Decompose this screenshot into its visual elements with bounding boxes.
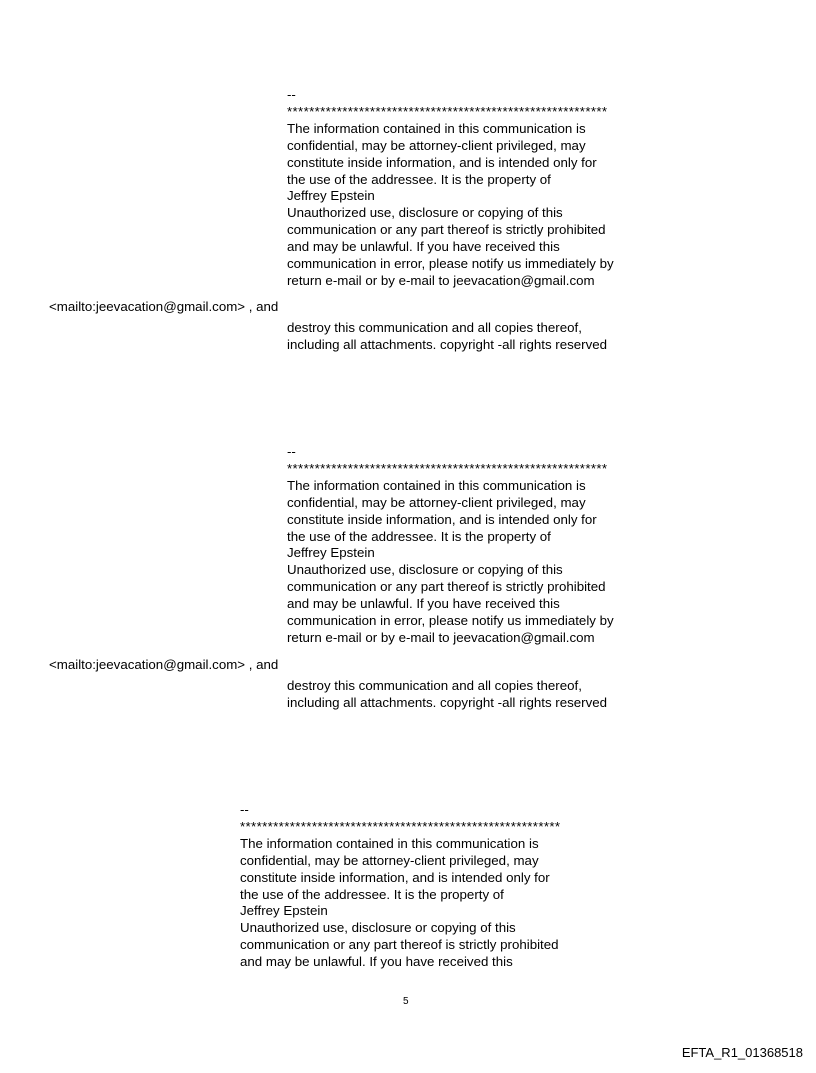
separator: -- bbox=[240, 802, 249, 817]
closing-line: including all attachments. copyright -all rights reserved bbox=[287, 694, 608, 710]
mailto-line: <mailto:jeevacation@gmail.com> , and bbox=[49, 657, 279, 672]
disclaimer-line: constitute inside information, and is intended only for bbox=[287, 154, 597, 170]
disclaimer-line: communication in error, please notify us immediately by bbox=[287, 256, 614, 272]
disclaimer-line: confidential, may be attorney-client privileged, may bbox=[240, 852, 539, 868]
closing-block-2 bbox=[287, 678, 607, 712]
document-id: EFTA_R1_01368518 bbox=[681, 1045, 803, 1060]
disclaimer-line: communication in error, please notify us immediately by bbox=[287, 613, 614, 629]
disclaimer-line: communication or any part thereof is strictly prohibited bbox=[240, 937, 559, 953]
asterisk-line: ********************************************************** bbox=[240, 818, 561, 834]
mailto-line: <mailto:jeevacation@gmail.com> , and bbox=[49, 299, 279, 314]
disclaimer-line: and may be unlawful. If you have received this bbox=[287, 239, 560, 255]
disclaimer-line: communication or any part thereof is strictly prohibited bbox=[287, 222, 606, 238]
page-number: 5 bbox=[403, 996, 409, 1007]
disclaimer-line: The information contained in this communication is bbox=[240, 835, 539, 851]
disclaimer-line: return e-mail or by e-mail to jeevacation@gmail.com bbox=[287, 629, 595, 645]
disclaimer-line: the use of the addressee. It is the property of bbox=[240, 886, 504, 902]
disclaimer-line: return e-mail or by e-mail to jeevacation@gmail.com bbox=[287, 272, 595, 288]
separator: -- bbox=[287, 87, 296, 102]
disclaimer-line: Jeffrey Epstein bbox=[287, 545, 375, 561]
asterisk-line: ********************************************************** bbox=[287, 103, 608, 119]
disclaimer-line: communication or any part thereof is strictly prohibited bbox=[287, 579, 606, 595]
disclaimer-line: Unauthorized use, disclosure or copying of this bbox=[240, 920, 516, 936]
closing-line: destroy this communication and all copies thereof, bbox=[287, 678, 582, 693]
disclaimer-line: Unauthorized use, disclosure or copying of this bbox=[287, 562, 563, 578]
disclaimer-block-1 bbox=[287, 87, 614, 290]
disclaimer-line: confidential, may be attorney-client privileged, may bbox=[287, 494, 586, 510]
disclaimer-block-3 bbox=[240, 802, 560, 971]
closing-line: destroy this communication and all copies thereof, bbox=[287, 320, 582, 335]
disclaimer-line: The information contained in this communication is bbox=[287, 477, 586, 493]
disclaimer-line: The information contained in this communication is bbox=[287, 120, 586, 136]
disclaimer-line: Jeffrey Epstein bbox=[240, 903, 328, 919]
disclaimer-line: constitute inside information, and is intended only for bbox=[287, 511, 597, 527]
disclaimer-line: and may be unlawful. If you have received this bbox=[287, 596, 560, 612]
disclaimer-line: Jeffrey Epstein bbox=[287, 188, 375, 204]
disclaimer-line: and may be unlawful. If you have received this bbox=[240, 954, 513, 970]
disclaimer-block-2 bbox=[287, 444, 614, 647]
disclaimer-line: constitute inside information, and is intended only for bbox=[240, 869, 550, 885]
disclaimer-line: the use of the addressee. It is the property of bbox=[287, 528, 551, 544]
separator: -- bbox=[287, 444, 296, 459]
asterisk-line: ********************************************************** bbox=[287, 460, 608, 476]
closing-line: including all attachments. copyright -all rights reserved bbox=[287, 336, 608, 352]
disclaimer-line: confidential, may be attorney-client privileged, may bbox=[287, 137, 586, 153]
disclaimer-line: Unauthorized use, disclosure or copying of this bbox=[287, 205, 563, 221]
disclaimer-line: the use of the addressee. It is the property of bbox=[287, 171, 551, 187]
closing-block-1 bbox=[287, 320, 607, 354]
